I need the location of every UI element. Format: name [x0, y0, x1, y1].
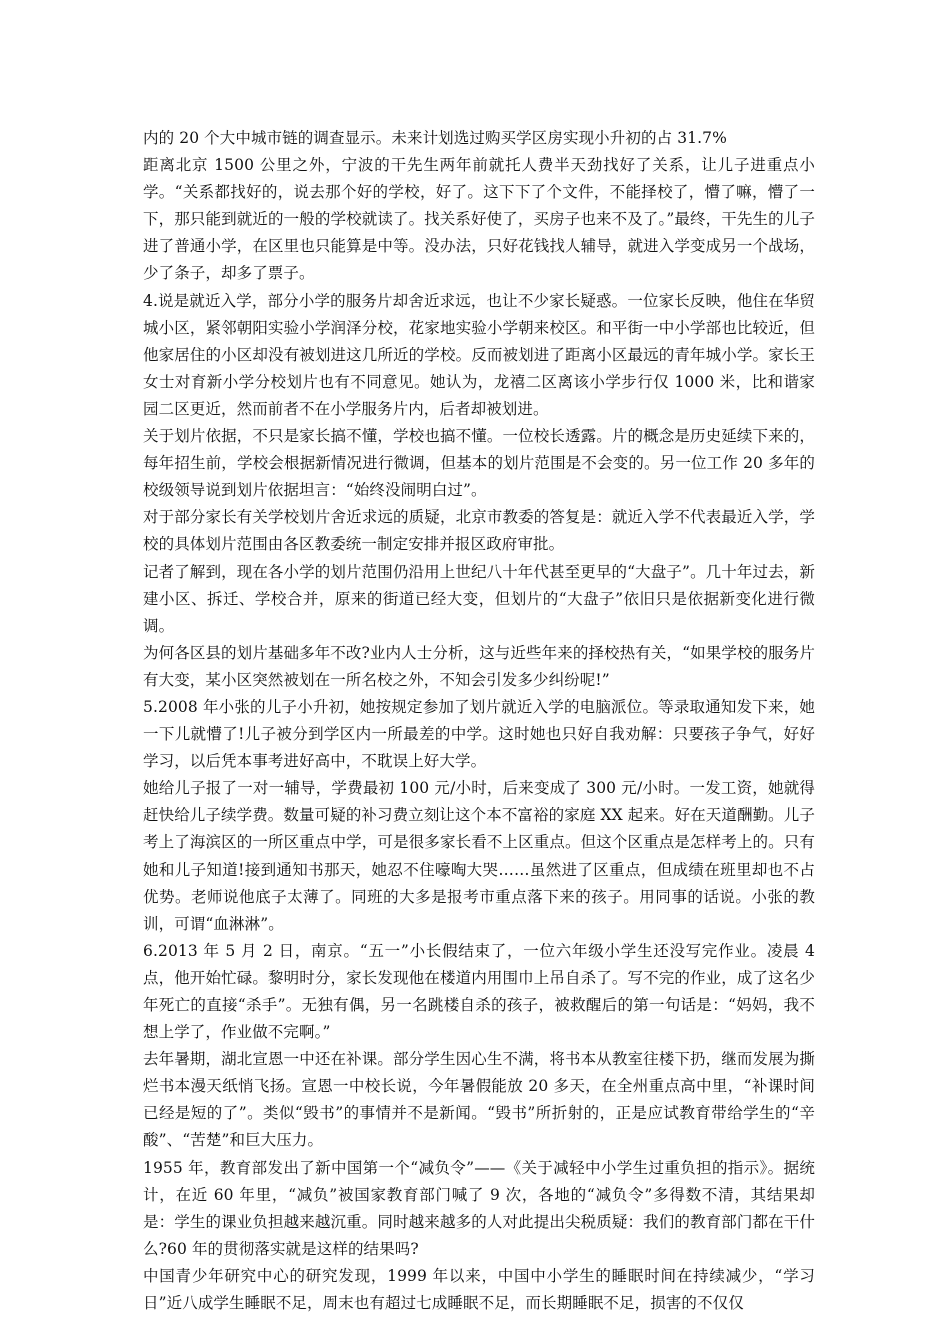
paragraph-11: 去年暑期，湖北宣恩一中还在补课。部分学生因心生不满，将书本从教室往楼下扔，继而发展为撕烂书本漫天纸悄飞扬。宣恩一中校长说，今年暑假能放 20 多天，在全州重点高中里，“补课时间已经是短的了”。类似“毁书”的事情并不是新闻。“毁书”所折射的，正是应试教育带给学生的“辛酸”、“苦楚”和巨大压力。 — [143, 1050, 815, 1150]
paragraph-2: 距离北京 1500 公里之外，宁波的干先生两年前就托人费半天劲找好了关系，让儿子进重点小学。“关系都找好的，说去那个好的学校，好了。这下下了个文件，不能择校了，懵了嘛，懵了一下，那只能到就近的一般的学校就读了。找关系好使了，买房子也来不及了。”最终，干先生的儿子进了普通小学，在区里也只能算是中等。没办法，只好花钱找人辅导，就进入学变成另一个战场，少了条子，却多了票子。 — [143, 156, 815, 283]
paragraph-12: 1955 年，教育部发出了新中国第一个“减负令”——《关于减轻中小学生过重负担的指示》。据统计，在近 60 年里，“减负”被国家教育部门喊了 9 次，各地的“减负令”多得数不清，其结果却是：学生的课业负担越来越沉重。同时越来越多的人对此提出尖税质疑：我们的教育部门都在干什么?60 年的贯彻落实就是这样的结果吗? — [143, 1158, 815, 1258]
paragraph-6: 记者了解到，现在各小学的划片范围仍沿用上世纪八十年代甚至更早的“大盘子”。几十年过去，新建小区、拆迁、学校合并，原来的街道已经大变，但划片的“大盘子”依旧只是依据新变化进行微调。 — [143, 562, 815, 635]
paragraph-13: 中国青少年研究中心的研究发现，1999 年以来，中国中小学生的睡眠时间在持续减少，“学习日”近八成学生睡眠不足，周末也有超过七成睡眠不足，而长期睡眠不足，损害的不仅仅 — [143, 1266, 815, 1313]
paragraph-9: 她给儿子报了一对一辅导，学费最初 100 元/小时，后来变成了 300 元/小时。一发工资，她就得赶快给儿子续学费。数量可疑的补习费立刻让这个本不富裕的家庭 XX 起来。好在天道酬勤。儿子考上了海滨区的一所区重点中学，可是很多家长看不上区重点。但这个区重点是怎样考上的。只有她和儿子知道!接到通知书那天，她忍不住嚎啕大哭……虽然进了区重点，但成绩在班里却也不占优势。老师说他底子太薄了。同班的大多是报考市重点落下来的孩子。用同事的话说。小张的教训，可谓“血淋淋”。 — [143, 779, 815, 933]
paragraph-8: 5.2008 年小张的儿子小升初，她按规定参加了划片就近入学的电脑派位。等录取通知发下来，她一下儿就懵了!儿子被分到学区内一所最差的中学。这时她也只好自我劝解：只要孩子争气，好好学习，以后凭本事考进好高中，不耽误上好大学。 — [143, 697, 815, 771]
paragraph-10: 6.2013 年 5 月 2 日，南京。“五一”小长假结束了，一位六年级小学生还没写完作业。凌晨 4 点，他开始忙碌。黎明时分，家长发现他在楼道内用围巾上吊自杀了。写不完的作业，成了这名少年死亡的直接“杀手”。无独有偶，另一名跳楼自杀的孩子，被救醒后的第一句话是：“妈妈，我不想上学了，作业做不完啊。” — [143, 941, 815, 1042]
paragraph-5: 对于部分家长有关学校划片舍近求远的质疑，北京市教委的答复是：就近入学不代表最近入学，学校的具体划片范围由各区教委统一制定安排并报区政府审批。 — [143, 508, 815, 554]
paragraph-7: 为何各区县的划片基础多年不改?业内人士分析，这与近些年来的择校热有关，“如果学校的服务片有大变，某小区突然被划在一所名校之外，不知会引发多少纠纷呢!” — [143, 643, 815, 689]
paragraph-1: 内的 20 个大中城市链的调查显示。未来计划选过购买学区房实现小升初的占 31.7% — [143, 129, 727, 147]
paragraph-3: 4.说是就近入学，部分小学的服务片却舍近求远，也让不少家长疑惑。一位家长反映，他住在华贸城小区，紧邻朝阳实验小学润泽分校，花家地实验小学朝来校区。和平街一中小学部也比较近，但他家居住的小区却没有被划进这几所近的学校。反而被划进了距离小区最远的青年城小学。家长王女士对育新小学分校划片也有不同意见。她认为，龙禧二区离该小学步行仅 1000 米，比和谐家园二区更近，然而前者不在小学服务片内，后者却被划进。 — [143, 291, 815, 418]
article-body — [143, 125, 815, 1317]
paragraph-4: 关于划片依据，不只是家长搞不懂，学校也搞不懂。一位校长透露。片的概念是历史延续下来的，每年招生前，学校会根据新情况进行微调，但基本的划片范围是不会变的。另一位工作 20 多年的校级领导说到划片依据坦言：“始终没闹明白过”。 — [143, 427, 815, 500]
